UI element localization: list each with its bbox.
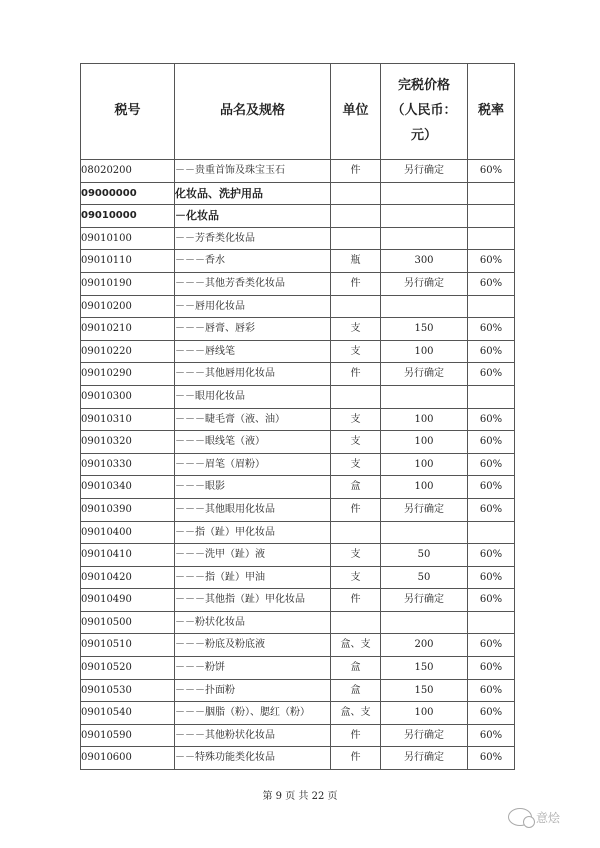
- cell-code: 09010320: [81, 431, 175, 454]
- header-price: [381, 64, 468, 160]
- table-row: [81, 657, 515, 680]
- table-row: [81, 747, 515, 770]
- cell-name: －化妆品: [175, 205, 331, 228]
- cell-code: 09010330: [81, 453, 175, 476]
- cell-code: 09010210: [81, 318, 175, 341]
- header-code: 税号: [81, 64, 175, 160]
- cell-price: 50: [381, 544, 468, 567]
- table-row: [81, 566, 515, 589]
- header-unit: 单位: [331, 64, 381, 160]
- cell-unit: [331, 227, 381, 250]
- cell-name: －－－其他芳香类化妆品: [175, 272, 331, 295]
- cell-code: 09010510: [81, 634, 175, 657]
- cell-name: －－－扑面粉: [175, 679, 331, 702]
- header-price-line3: 元）: [410, 127, 437, 143]
- cell-rate: 60%: [468, 340, 515, 363]
- cell-code: 09010290: [81, 363, 175, 386]
- cell-name: －－－粉底及粉底液: [175, 634, 331, 657]
- cell-rate: [468, 521, 515, 544]
- cell-name: －－眼用化妆品: [175, 385, 331, 408]
- cell-code: 09010530: [81, 679, 175, 702]
- table-row: [81, 431, 515, 454]
- cell-rate: 60%: [468, 566, 515, 589]
- cell-name: －－－其他唇用化妆品: [175, 363, 331, 386]
- cell-rate: 60%: [468, 408, 515, 431]
- table-row: [81, 272, 515, 295]
- tax-rate-table: [80, 63, 515, 770]
- cell-rate: 60%: [468, 724, 515, 747]
- cell-unit: 盒: [331, 679, 381, 702]
- cell-unit: [331, 611, 381, 634]
- cell-code: 09010500: [81, 611, 175, 634]
- cell-name: 化妆品、洗护用品: [175, 182, 331, 205]
- cell-name: －－－唇线笔: [175, 340, 331, 363]
- cell-price: [381, 182, 468, 205]
- cell-code: 09010310: [81, 408, 175, 431]
- cell-unit: [331, 182, 381, 205]
- cell-code: 09010520: [81, 657, 175, 680]
- table-row: [81, 702, 515, 725]
- cell-name: －－芳香类化妆品: [175, 227, 331, 250]
- table-row: [81, 544, 515, 567]
- table-row: [81, 295, 515, 318]
- cell-name: －－－粉饼: [175, 657, 331, 680]
- cell-price: 150: [381, 657, 468, 680]
- table-row: [81, 724, 515, 747]
- cell-code: 09010340: [81, 476, 175, 499]
- cell-code: 09010200: [81, 295, 175, 318]
- cell-code: 09010420: [81, 566, 175, 589]
- cell-rate: 60%: [468, 453, 515, 476]
- cell-price: 100: [381, 408, 468, 431]
- cell-name: －－－眉笔（眉粉）: [175, 453, 331, 476]
- cell-name: －－－眼影: [175, 476, 331, 499]
- cell-rate: 60%: [468, 318, 515, 341]
- cell-price: 另行确定: [381, 272, 468, 295]
- cell-name: －－－香水: [175, 250, 331, 273]
- cell-code: 09010590: [81, 724, 175, 747]
- cell-price: [381, 521, 468, 544]
- cell-name: －－－其他眼用化妆品: [175, 498, 331, 521]
- cell-price: [381, 205, 468, 228]
- cell-unit: 件: [331, 498, 381, 521]
- cell-rate: 60%: [468, 747, 515, 770]
- cell-price: 300: [381, 250, 468, 273]
- cell-code: 09010300: [81, 385, 175, 408]
- cell-unit: 盒: [331, 657, 381, 680]
- cell-unit: 盒、支: [331, 702, 381, 725]
- cell-unit: [331, 295, 381, 318]
- cell-price: 另行确定: [381, 363, 468, 386]
- table-row: [81, 340, 515, 363]
- wechat-icon: [508, 808, 532, 826]
- cell-unit: 支: [331, 408, 381, 431]
- cell-code: 09010100: [81, 227, 175, 250]
- watermark-text: 意烩: [536, 810, 561, 825]
- cell-price: 另行确定: [381, 498, 468, 521]
- cell-rate: [468, 385, 515, 408]
- table-row: [81, 679, 515, 702]
- table-row: [81, 408, 515, 431]
- cell-name: －－－其他指（趾）甲化妆品: [175, 589, 331, 612]
- table-row: [81, 205, 515, 228]
- cell-code: 08020200: [81, 160, 175, 183]
- table-row: [81, 182, 515, 205]
- cell-rate: 60%: [468, 431, 515, 454]
- cell-price: 150: [381, 679, 468, 702]
- cell-code: 09010540: [81, 702, 175, 725]
- table-row: [81, 160, 515, 183]
- cell-rate: [468, 295, 515, 318]
- cell-unit: 件: [331, 589, 381, 612]
- cell-rate: [468, 227, 515, 250]
- table-header-row: [81, 64, 515, 160]
- cell-rate: [468, 205, 515, 228]
- page-footer: 第 9 页 共 22 页: [262, 791, 338, 802]
- cell-rate: 60%: [468, 272, 515, 295]
- table-row: [81, 498, 515, 521]
- cell-name: －－－洗甲（趾）液: [175, 544, 331, 567]
- cell-rate: 60%: [468, 657, 515, 680]
- watermark: [508, 808, 560, 826]
- cell-rate: 60%: [468, 160, 515, 183]
- cell-unit: 件: [331, 272, 381, 295]
- cell-rate: 60%: [468, 702, 515, 725]
- cell-unit: 支: [331, 318, 381, 341]
- cell-price: 200: [381, 634, 468, 657]
- cell-price: 另行确定: [381, 160, 468, 183]
- cell-price: 另行确定: [381, 724, 468, 747]
- cell-name: －－指（趾）甲化妆品: [175, 521, 331, 544]
- table-row: [81, 227, 515, 250]
- cell-price: 另行确定: [381, 747, 468, 770]
- cell-name: －－－其他粉状化妆品: [175, 724, 331, 747]
- cell-rate: 60%: [468, 476, 515, 499]
- cell-price: [381, 611, 468, 634]
- cell-unit: [331, 385, 381, 408]
- cell-price: 另行确定: [381, 589, 468, 612]
- cell-unit: 件: [331, 363, 381, 386]
- cell-price: 100: [381, 702, 468, 725]
- table-row: [81, 476, 515, 499]
- cell-code: 09010490: [81, 589, 175, 612]
- cell-code: 09010410: [81, 544, 175, 567]
- cell-rate: 60%: [468, 363, 515, 386]
- cell-name: －－唇用化妆品: [175, 295, 331, 318]
- cell-rate: 60%: [468, 589, 515, 612]
- cell-code: 09010000: [81, 205, 175, 228]
- cell-name: －－－指（趾）甲油: [175, 566, 331, 589]
- cell-price: [381, 295, 468, 318]
- cell-price: 100: [381, 476, 468, 499]
- cell-price: 100: [381, 431, 468, 454]
- cell-code: 09010400: [81, 521, 175, 544]
- cell-price: [381, 227, 468, 250]
- header-price-line2: （人民币：: [391, 103, 457, 119]
- cell-rate: [468, 182, 515, 205]
- header-name: 品名及规格: [175, 64, 331, 160]
- table-row: [81, 634, 515, 657]
- cell-rate: 60%: [468, 679, 515, 702]
- cell-rate: 60%: [468, 250, 515, 273]
- table-row: [81, 385, 515, 408]
- cell-name: －－特殊功能类化妆品: [175, 747, 331, 770]
- cell-unit: 盒: [331, 476, 381, 499]
- cell-code: 09010600: [81, 747, 175, 770]
- cell-unit: 瓶: [331, 250, 381, 273]
- table-row: [81, 589, 515, 612]
- cell-unit: 支: [331, 566, 381, 589]
- cell-unit: 支: [331, 431, 381, 454]
- cell-price: 150: [381, 318, 468, 341]
- cell-unit: [331, 205, 381, 228]
- cell-price: 100: [381, 340, 468, 363]
- cell-name: －－－眼线笔（液）: [175, 431, 331, 454]
- cell-price: 100: [381, 453, 468, 476]
- header-rate: 税率: [468, 64, 515, 160]
- table-row: [81, 363, 515, 386]
- cell-unit: 支: [331, 544, 381, 567]
- cell-unit: 盒、支: [331, 634, 381, 657]
- cell-rate: [468, 611, 515, 634]
- cell-name: －－－唇膏、唇彩: [175, 318, 331, 341]
- cell-rate: 60%: [468, 634, 515, 657]
- table-row: [81, 318, 515, 341]
- table-row: [81, 250, 515, 273]
- table-row: [81, 521, 515, 544]
- cell-rate: 60%: [468, 498, 515, 521]
- cell-price: 50: [381, 566, 468, 589]
- cell-code: 09010110: [81, 250, 175, 273]
- cell-unit: 支: [331, 453, 381, 476]
- cell-name: －－－胭脂（粉）、腮红（粉）: [175, 702, 331, 725]
- header-price-line1: 完税价格: [397, 78, 450, 94]
- cell-code: 09010220: [81, 340, 175, 363]
- cell-name: －－－睫毛膏（液、油）: [175, 408, 331, 431]
- cell-code: 09010390: [81, 498, 175, 521]
- cell-code: 09000000: [81, 182, 175, 205]
- cell-rate: 60%: [468, 544, 515, 567]
- cell-unit: [331, 521, 381, 544]
- cell-code: 09010190: [81, 272, 175, 295]
- cell-name: －－粉状化妆品: [175, 611, 331, 634]
- cell-unit: 件: [331, 724, 381, 747]
- table-row: [81, 453, 515, 476]
- cell-name: －－贵重首饰及珠宝玉石: [175, 160, 331, 183]
- cell-unit: 件: [331, 160, 381, 183]
- cell-unit: 支: [331, 340, 381, 363]
- table-row: [81, 611, 515, 634]
- cell-unit: 件: [331, 747, 381, 770]
- cell-price: [381, 385, 468, 408]
